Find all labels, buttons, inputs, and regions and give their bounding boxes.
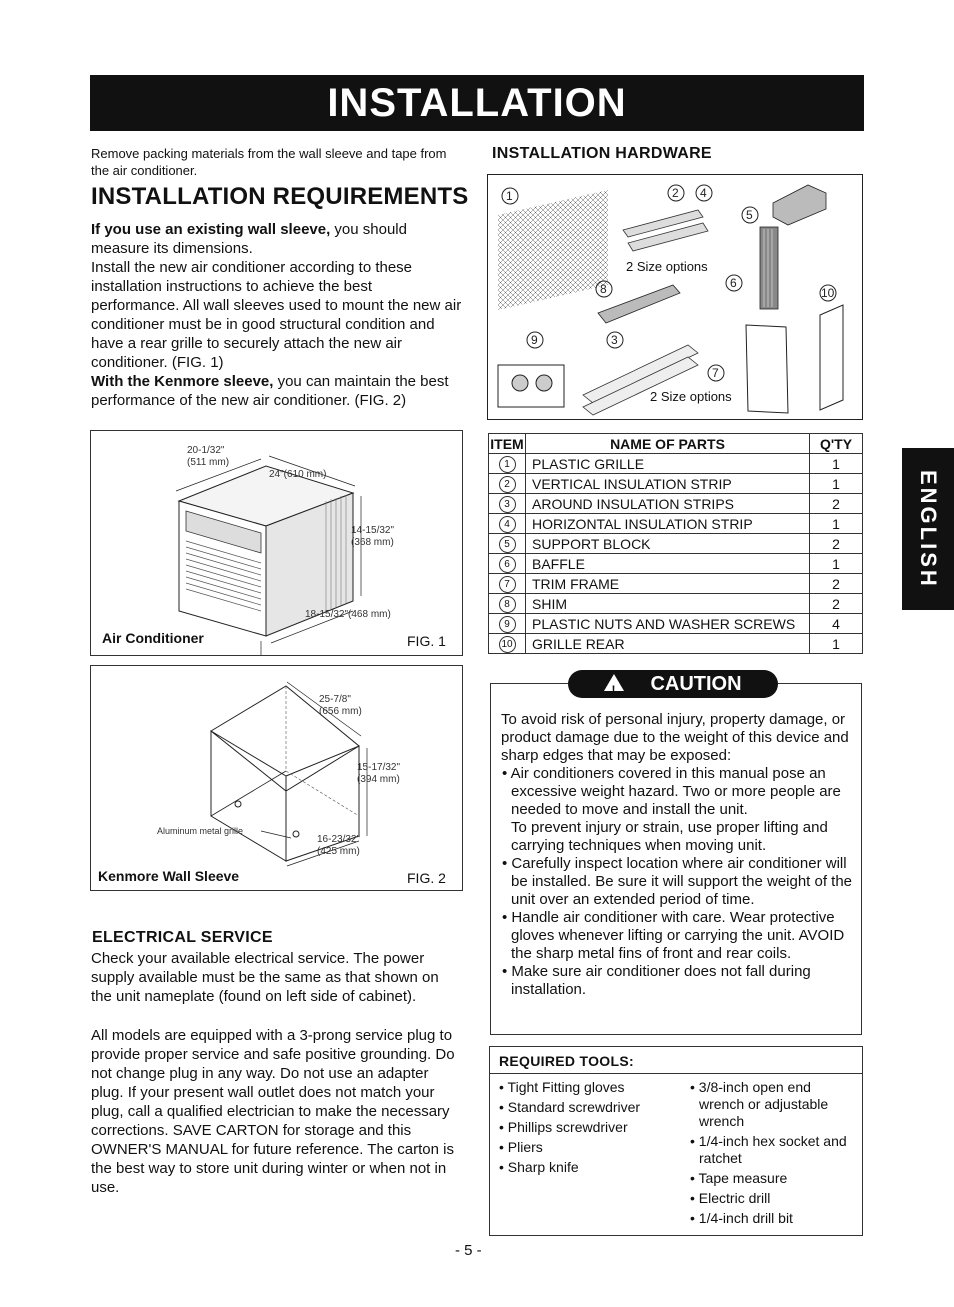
part-qty: 1 — [810, 454, 863, 474]
item-number-badge: 10 — [499, 636, 516, 653]
part-qty: 2 — [810, 534, 863, 554]
svg-text:9: 9 — [531, 333, 538, 347]
parts-table-container — [488, 433, 863, 654]
fig1-bottom-label: 18-15/32"(468 mm) — [305, 609, 391, 620]
wall-sleeve-drawing — [91, 666, 464, 892]
tool-item: • Phillips screwdriver — [499, 1119, 628, 1135]
air-conditioner-drawing — [91, 431, 464, 657]
electrical-p1: Check your available electrical service. The power supply available must be the same as that shown on the unit nameplate (found on left side of cabinet). — [91, 950, 439, 1005]
item-number-badge: 4 — [499, 516, 516, 533]
hardware-size-options-1: 2 Size options — [626, 259, 708, 274]
caution-text — [501, 711, 857, 999]
caution-intro: To avoid risk of personal injury, property damage, or product damage due to the weight of this device and sharp edges that may be exposed: — [501, 711, 849, 764]
parts-table-header — [489, 434, 863, 454]
tool-item: • 3/8-inch open end wrench or adjustable wrench — [690, 1079, 829, 1129]
figure-2-box — [90, 665, 463, 891]
part-name: VERTICAL INSULATION STRIP — [526, 474, 810, 494]
fig2-width-label: 16-23/32" (425 mm) — [317, 834, 361, 857]
table-row — [489, 514, 863, 534]
part-qty: 1 — [810, 514, 863, 534]
caution-bullets — [501, 765, 857, 999]
part-name: AROUND INSULATION STRIPS — [526, 494, 810, 514]
item-number-badge: 5 — [499, 536, 516, 553]
item-number — [489, 594, 526, 614]
tool-item: • 1/4-inch drill bit — [690, 1210, 793, 1226]
part-name: TRIM FRAME — [526, 574, 810, 594]
part-qty: 1 — [810, 474, 863, 494]
fig1-caption: Air Conditioner — [102, 630, 204, 646]
hardware-heading: INSTALLATION HARDWARE — [492, 145, 712, 162]
part-name: GRILLE REAR — [526, 634, 810, 654]
item-number — [489, 494, 526, 514]
warning-icon — [604, 674, 624, 691]
language-tab — [902, 448, 954, 610]
svg-text:4: 4 — [700, 186, 707, 200]
item-number — [489, 534, 526, 554]
table-row — [489, 594, 863, 614]
tool-item: • Tape measure — [690, 1170, 788, 1186]
part-name: BAFFLE — [526, 554, 810, 574]
svg-text:8: 8 — [600, 282, 607, 296]
caution-bullet: • Carefully inspect location where air conditioner will be installed. Be sure it will support the weight of the unit over an extended period of time. — [502, 855, 853, 908]
fig2-caption: Kenmore Wall Sleeve — [98, 868, 240, 884]
tool-item: • Electric drill — [690, 1190, 771, 1206]
requirements-p2: Install the new air conditioner according to these installation instructions to achieve the best performance. All wall sleeves used to mount the new air conditioner must be in good structural condition and have a rear grille to securely attach the new air conditioner. (FIG. 1) — [91, 259, 462, 371]
language-tab-label: ENGLISH — [916, 469, 941, 589]
svg-text:5: 5 — [746, 208, 753, 222]
hardware-figure — [487, 174, 863, 420]
fig1-width-label: 20-1/32" (511 mm) — [187, 445, 230, 468]
part-qty: 2 — [810, 494, 863, 514]
item-number — [489, 474, 526, 494]
item-number — [489, 634, 526, 654]
fig2-height-label: 15-17/32" (394 mm) — [357, 762, 401, 785]
item-number-badge: 3 — [499, 496, 516, 513]
requirements-p3: With the Kenmore sleeve, you can maintain the best performance of the new air conditioner. (FIG. 2) — [91, 373, 449, 409]
item-number — [489, 554, 526, 574]
caution-bullet: • Air conditioners covered in this manual pose an excessive weight hazard. Two or more people are needed to move and install the unit. To prevent injury or strain, use proper lifting and carrying techniques when moving unit. — [502, 765, 841, 854]
item-number-badge: 1 — [499, 456, 516, 473]
part-name: PLASTIC GRILLE — [526, 454, 810, 474]
part-name: SHIM — [526, 594, 810, 614]
fig2-number: FIG. 2 — [407, 870, 446, 886]
svg-text:1: 1 — [506, 189, 513, 203]
table-row — [489, 554, 863, 574]
page-title: INSTALLATION — [327, 81, 627, 125]
header-name: NAME OF PARTS — [526, 434, 810, 454]
electrical-p2: All models are equipped with a 3-prong service plug to provide proper service and safe positive grounding. Do not change plug in any way. Do not use an adapter plug. If your present wall outlet does not match your plug, call a qualified electrician to make the necessary corrections. SAVE CARTON for storage and this OWNER'S MANUAL for future reference. The carton is the best way to store unit during winter or when not in use. — [91, 1027, 455, 1196]
svg-text:3: 3 — [611, 333, 618, 347]
item-number — [489, 614, 526, 634]
item-number — [489, 454, 526, 474]
intro-text: Remove packing materials from the wall sleeve and tape from the air conditioner. — [91, 146, 447, 178]
requirements-body — [91, 220, 463, 410]
item-number — [489, 514, 526, 534]
table-row — [489, 474, 863, 494]
table-row — [489, 614, 863, 634]
table-row — [489, 634, 863, 654]
caution-label: !CAUTION — [568, 670, 778, 698]
item-number-badge: 8 — [499, 596, 516, 613]
item-number-badge: 7 — [499, 576, 516, 593]
header-item: ITEM — [490, 435, 524, 452]
part-qty: 2 — [810, 574, 863, 594]
part-qty: 4 — [810, 614, 863, 634]
tool-item: • Pliers — [499, 1139, 543, 1155]
parts-table-body — [489, 454, 863, 654]
tools-box — [489, 1046, 863, 1236]
svg-text:6: 6 — [730, 276, 737, 290]
header-qty: Q'TY — [810, 434, 863, 454]
requirements-heading: INSTALLATION REQUIREMENTS — [91, 183, 469, 210]
caution-bullet: • Make sure air conditioner does not fall during installation. — [502, 963, 811, 998]
page-number: - 5 - — [455, 1242, 482, 1259]
hardware-drawing — [488, 175, 861, 418]
part-name: SUPPORT BLOCK — [526, 534, 810, 554]
parts-table — [488, 433, 863, 654]
svg-text:2: 2 — [672, 186, 679, 200]
part-qty: 1 — [810, 554, 863, 574]
page-title-banner — [90, 75, 864, 131]
tool-item: • Tight Fitting gloves — [499, 1079, 625, 1095]
tool-item: • Standard screwdriver — [499, 1099, 641, 1115]
fig2-depth-label: 25-7/8" (656 mm) — [319, 694, 362, 717]
part-qty: 2 — [810, 594, 863, 614]
svg-text:7: 7 — [712, 366, 719, 380]
tool-item: • Sharp knife — [499, 1159, 579, 1175]
caution-bullet: • Handle air conditioner with care. Wear protective gloves whenever lifting or carrying the unit. AVOID the sharp metal fins of front and rear coils. — [502, 909, 845, 962]
part-name: HORIZONTAL INSULATION STRIP — [526, 514, 810, 534]
fig1-number: FIG. 1 — [407, 633, 446, 649]
item-number — [489, 574, 526, 594]
requirements-p1: If you use an existing wall sleeve, you should measure its dimensions. — [91, 221, 407, 257]
tools-left-list — [498, 1079, 678, 1179]
table-row — [489, 574, 863, 594]
fig1-depth-label: 24"(610 mm) — [269, 469, 327, 480]
tools-heading: REQUIRED TOOLS: — [499, 1053, 634, 1069]
part-name: PLASTIC NUTS AND WASHER SCREWS — [526, 614, 810, 634]
fig2-grille-label: Aluminum metal grille — [157, 826, 244, 836]
part-qty: 1 — [810, 634, 863, 654]
tools-right-list — [689, 1079, 859, 1230]
table-row — [489, 454, 863, 474]
table-row — [489, 534, 863, 554]
figure-1-box — [90, 430, 463, 656]
item-number-badge: 9 — [499, 616, 516, 633]
fig1-height-label: 14-15/32" (368 mm) — [351, 525, 395, 548]
svg-text:10: 10 — [821, 286, 835, 300]
hardware-size-options-2: 2 Size options — [650, 389, 732, 404]
table-row — [489, 494, 863, 514]
electrical-heading: ELECTRICAL SERVICE — [92, 929, 273, 946]
item-number-badge: 6 — [499, 556, 516, 573]
item-number-badge: 2 — [499, 476, 516, 493]
tool-item: • 1/4-inch hex socket and ratchet — [690, 1133, 847, 1166]
